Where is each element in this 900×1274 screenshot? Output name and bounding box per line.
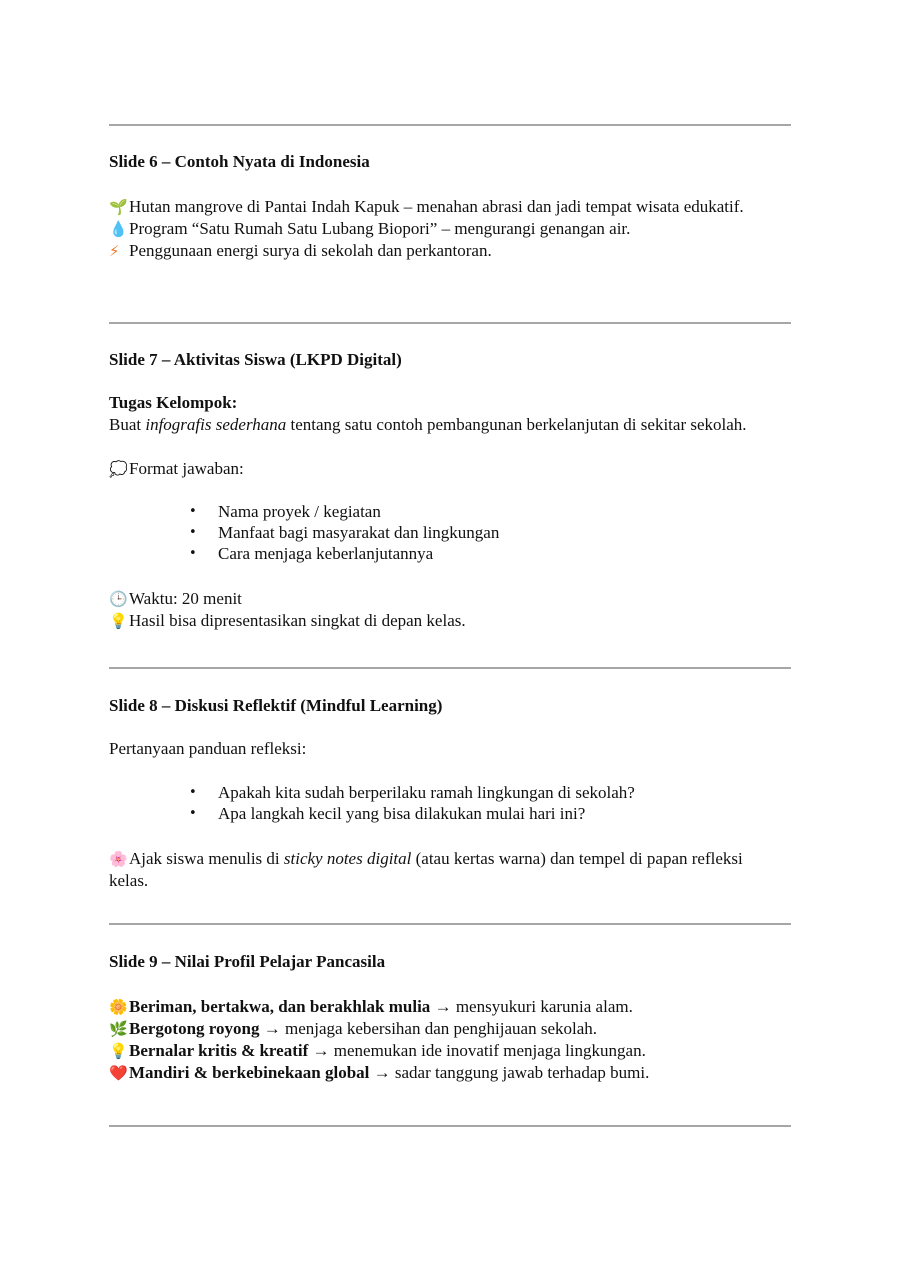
list-item — [109, 1018, 799, 1040]
herb-icon: 🌿 — [109, 1020, 128, 1038]
result-row — [109, 610, 799, 632]
list-item — [109, 196, 749, 218]
list-item: • Apa langkah kecil yang bisa dilakukan mulai hari ini? — [109, 803, 799, 824]
reflection-questions — [109, 782, 799, 824]
task-emphasis: infografis sederhana — [145, 415, 287, 434]
slide-6-title: Slide 6 – Contoh Nyata di Indonesia — [109, 152, 370, 171]
slide-9-title: Slide 9 – Nilai Profil Pelajar Pancasila — [109, 952, 386, 971]
value-description: → sadar tanggung jawab terhadap bumi. — [369, 1063, 650, 1082]
divider — [109, 322, 791, 324]
lightbulb-icon: 💡 — [109, 612, 128, 630]
slide-6-section — [109, 151, 799, 262]
list-item — [109, 1062, 799, 1084]
task-text: Buat — [109, 415, 146, 434]
list-item — [109, 240, 799, 262]
divider — [109, 923, 791, 925]
lightning-icon: ⚡ — [109, 242, 120, 260]
item-text: Hutan mangrove di Pantai Indah Kapuk – menahan abrasi dan jadi tempat wisata edukatif. — [129, 197, 744, 216]
divider — [109, 1125, 791, 1127]
task-label: Tugas Kelompok: — [109, 393, 238, 412]
task-text: tentang satu contoh pembangunan berkelanjutan di sekitar sekolah. — [286, 415, 747, 434]
format-list — [109, 501, 799, 564]
reflection-intro: Pertanyaan panduan refleksi: — [109, 739, 307, 758]
lightbulb-icon: 💡 — [109, 1042, 128, 1060]
divider — [109, 124, 791, 126]
slide-7-title: Slide 7 – Aktivitas Siswa (LKPD Digital) — [109, 350, 402, 369]
heart-icon: ❤️ — [109, 1064, 128, 1082]
slide-8-section — [109, 695, 799, 892]
daisy-icon: 🌼 — [109, 998, 128, 1016]
time-text: Waktu: 20 menit — [129, 589, 242, 608]
value-description: → mensyukuri karunia alam. — [430, 997, 633, 1016]
note-emphasis: sticky notes digital — [283, 849, 412, 868]
list-item: • Nama proyek / kegiatan — [109, 501, 799, 522]
task-description — [109, 414, 799, 436]
value-description: → menjaga kebersihan dan penghijauan sekolah. — [259, 1019, 598, 1038]
note-text: Ajak siswa menulis di — [129, 849, 284, 868]
list-item — [109, 996, 799, 1018]
format-label-row — [109, 458, 799, 480]
value-name: Beriman, bertakwa, dan berakhlak mulia — [129, 997, 431, 1016]
slide-9-section — [109, 951, 799, 1084]
clock-icon: 🕒 — [109, 590, 128, 608]
result-text: Hasil bisa dipresentasikan singkat di depan kelas. — [129, 611, 466, 630]
list-item: • Apakah kita sudah berperilaku ramah lingkungan di sekolah? — [109, 782, 799, 803]
list-item: • Cara menjaga keberlanjutannya — [109, 543, 799, 564]
seedling-icon: 🌱 — [109, 198, 128, 216]
list-item: • Manfaat bagi masyarakat dan lingkungan — [109, 522, 799, 543]
item-text: Penggunaan energi surya di sekolah dan perkantoran. — [129, 241, 492, 260]
thought-bubble-icon: 💭 — [109, 460, 128, 478]
droplet-icon: 💧 — [109, 220, 128, 238]
value-name: Bergotong royong — [129, 1019, 260, 1038]
list-item — [109, 1040, 799, 1062]
divider — [109, 667, 791, 669]
value-description: → menemukan ide inovatif menjaga lingkungan. — [308, 1041, 646, 1060]
note-row — [109, 848, 749, 892]
slide-7-section — [109, 349, 799, 632]
slide-8-title: Slide 8 – Diskusi Reflektif (Mindful Learning) — [109, 696, 443, 715]
time-row — [109, 588, 799, 610]
value-name: Mandiri & berkebinekaan global — [129, 1063, 370, 1082]
item-text: Program “Satu Rumah Satu Lubang Biopori” – mengurangi genangan air. — [129, 219, 631, 238]
flower-icon: 🌸 — [109, 850, 128, 868]
format-label: Format jawaban: — [129, 459, 244, 478]
list-item — [109, 218, 799, 240]
note-text: (atau kertas warna) dan tempel di papan refleksi kelas. — [109, 849, 743, 890]
value-name: Bernalar kritis & kreatif — [129, 1041, 309, 1060]
